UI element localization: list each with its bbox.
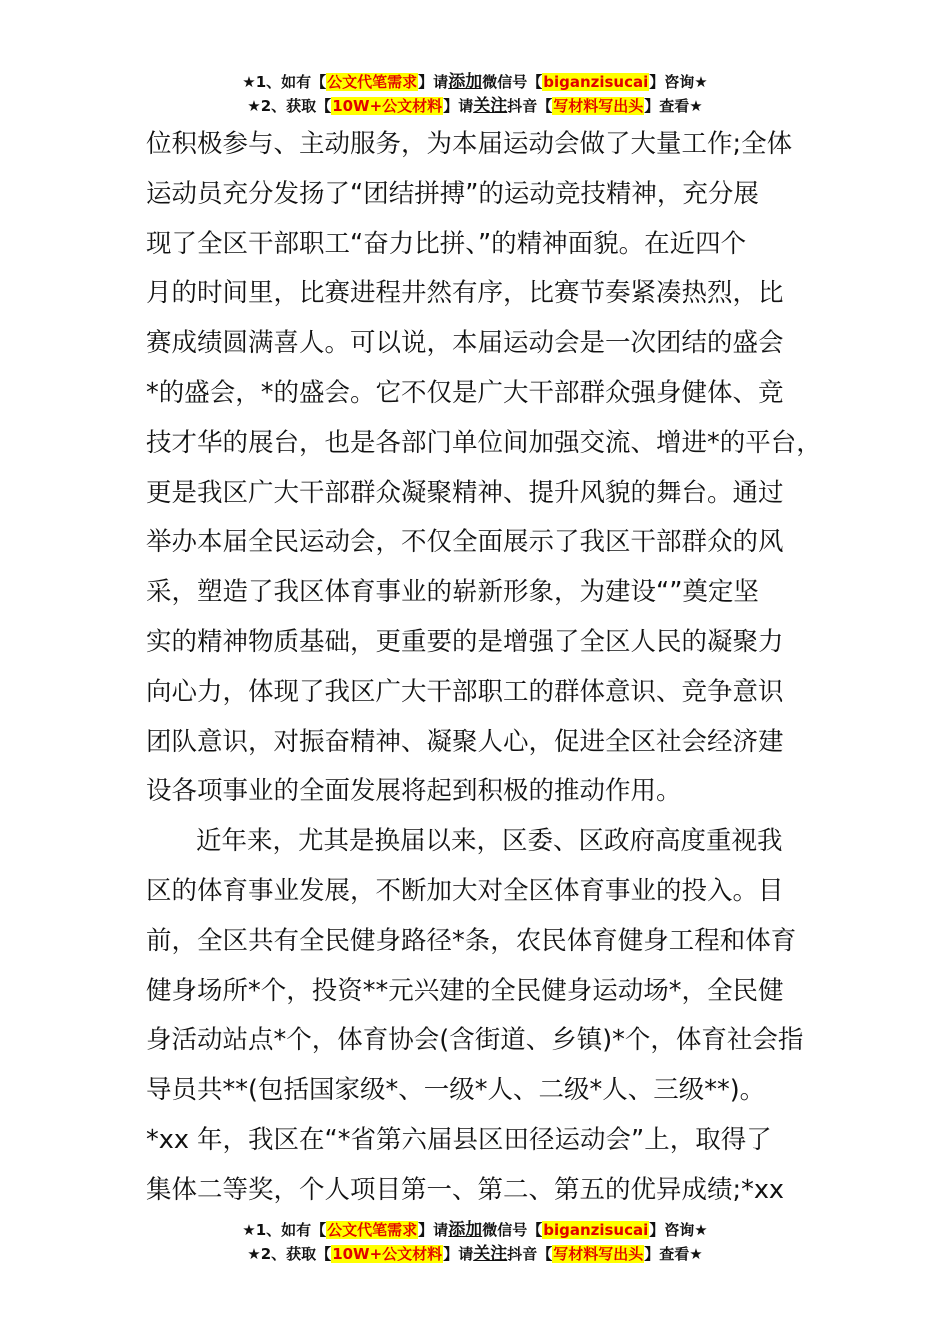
footer-banner — [0, 1218, 950, 1266]
banner-highlight: 公文代笔需求 — [327, 73, 418, 91]
banner-text: 】请 — [418, 1221, 449, 1239]
body-line: 运动员充分发扬了“团结拼搏”的运动竞技精神，充分展 — [146, 178, 759, 209]
body-line: 采，塑造了我区体育事业的崭新形象，为建设“”奠定坚 — [146, 577, 759, 608]
banner-underline: 添加 — [448, 72, 483, 92]
body-line: 位积极参与、主动服务，为本届运动会做了大量工作;全体 — [146, 129, 793, 159]
banner-text: 】咨询★ — [649, 1221, 708, 1239]
banner-text: 】咨询★ — [649, 73, 708, 91]
banner-douyin-id: 写材料写出头 — [553, 1245, 644, 1263]
banner-text: 】请 — [443, 97, 474, 115]
body-line: *的盛会，*的盛会。它不仅是广大干部群众强身健体、竞 — [146, 377, 784, 408]
body-line: 前，全区共有全民健身路径*条，农民体育健身工程和体育 — [146, 925, 797, 956]
banner-wechat-id: biganzisucai — [543, 73, 649, 91]
body-line: 举办本届全民运动会，不仅全面展示了我区干部群众的风 — [146, 527, 784, 558]
banner-line-2 — [0, 1242, 950, 1266]
banner-text: 抖音【 — [507, 97, 553, 115]
banner-text: ★2、获取【 — [247, 1245, 332, 1263]
body-line: 导员共**(包括国家级*、一级*人、二级*人、三级**)。 — [146, 1075, 766, 1106]
header-banner — [0, 70, 950, 118]
banner-douyin-id: 写材料写出头 — [553, 97, 644, 115]
banner-text: 】请 — [443, 1245, 474, 1263]
banner-highlight: 10W+公文材料 — [332, 97, 443, 115]
banner-text: 微信号【 — [482, 73, 543, 91]
body-line: 团队意识，对振奋精神、凝聚人心，促进全区社会经济建 — [146, 726, 784, 757]
body-line: 向心力，体现了我区广大干部职工的群体意识、竞争意识 — [146, 676, 784, 707]
body-line: 设各项事业的全面发展将起到积极的推动作用。 — [146, 776, 682, 807]
body-line: 赛成绩圆满喜人。可以说，本届运动会是一次团结的盛会 — [146, 328, 784, 359]
banner-text: ★2、获取【 — [247, 97, 332, 115]
body-line: *xx 年，我区在“*省第六届县区田径运动会”上，取得了 — [146, 1124, 772, 1155]
document-body — [146, 120, 826, 1216]
body-line: 健身场所*个，投资**元兴建的全民健身运动场*，全民健 — [146, 975, 784, 1006]
body-line: 集体二等奖，个人项目第一、第二、第五的优异成绩;*xx — [146, 1174, 785, 1205]
body-line: 技才华的展台，也是各部门单位间加强交流、增进*的平台， — [146, 427, 822, 458]
banner-text: ★1、如有【 — [242, 1221, 327, 1239]
banner-line-1 — [0, 1218, 950, 1242]
body-line: 身活动站点*个，体育协会(含街道、乡镇)*个，体育社会指 — [146, 1025, 804, 1056]
banner-wechat-id: biganzisucai — [543, 1221, 649, 1239]
banner-underline: 关注 — [473, 96, 508, 116]
body-line: 更是我区广大干部群众凝聚精神、提升风貌的舞台。通过 — [146, 477, 784, 508]
body-line: 实的精神物质基础，更重要的是增强了全区人民的凝聚力 — [146, 626, 784, 657]
paragraph-start-line: 近年来，尤其是换届以来，区委、区政府高度重视我 — [196, 826, 783, 857]
banner-text: 】请 — [418, 73, 449, 91]
banner-text: 】查看★ — [644, 1245, 703, 1263]
banner-line-1 — [0, 70, 950, 94]
body-line: 区的体育事业发展，不断加大对全区体育事业的投入。目 — [146, 875, 784, 906]
banner-text: 】查看★ — [644, 97, 703, 115]
body-line: 月的时间里，比赛进程井然有序，比赛节奏紧凑热烈，比 — [146, 278, 784, 309]
banner-highlight: 公文代笔需求 — [327, 1221, 418, 1239]
banner-text: ★1、如有【 — [242, 73, 327, 91]
banner-underline: 关注 — [473, 1244, 508, 1264]
body-line: 现了全区干部职工“奋力比拼、”的精神面貌。在近四个 — [146, 228, 747, 259]
banner-line-2 — [0, 94, 950, 118]
banner-text: 微信号【 — [482, 1221, 543, 1239]
banner-text: 抖音【 — [507, 1245, 553, 1263]
banner-underline: 添加 — [448, 1220, 483, 1240]
banner-highlight: 10W+公文材料 — [332, 1245, 443, 1263]
